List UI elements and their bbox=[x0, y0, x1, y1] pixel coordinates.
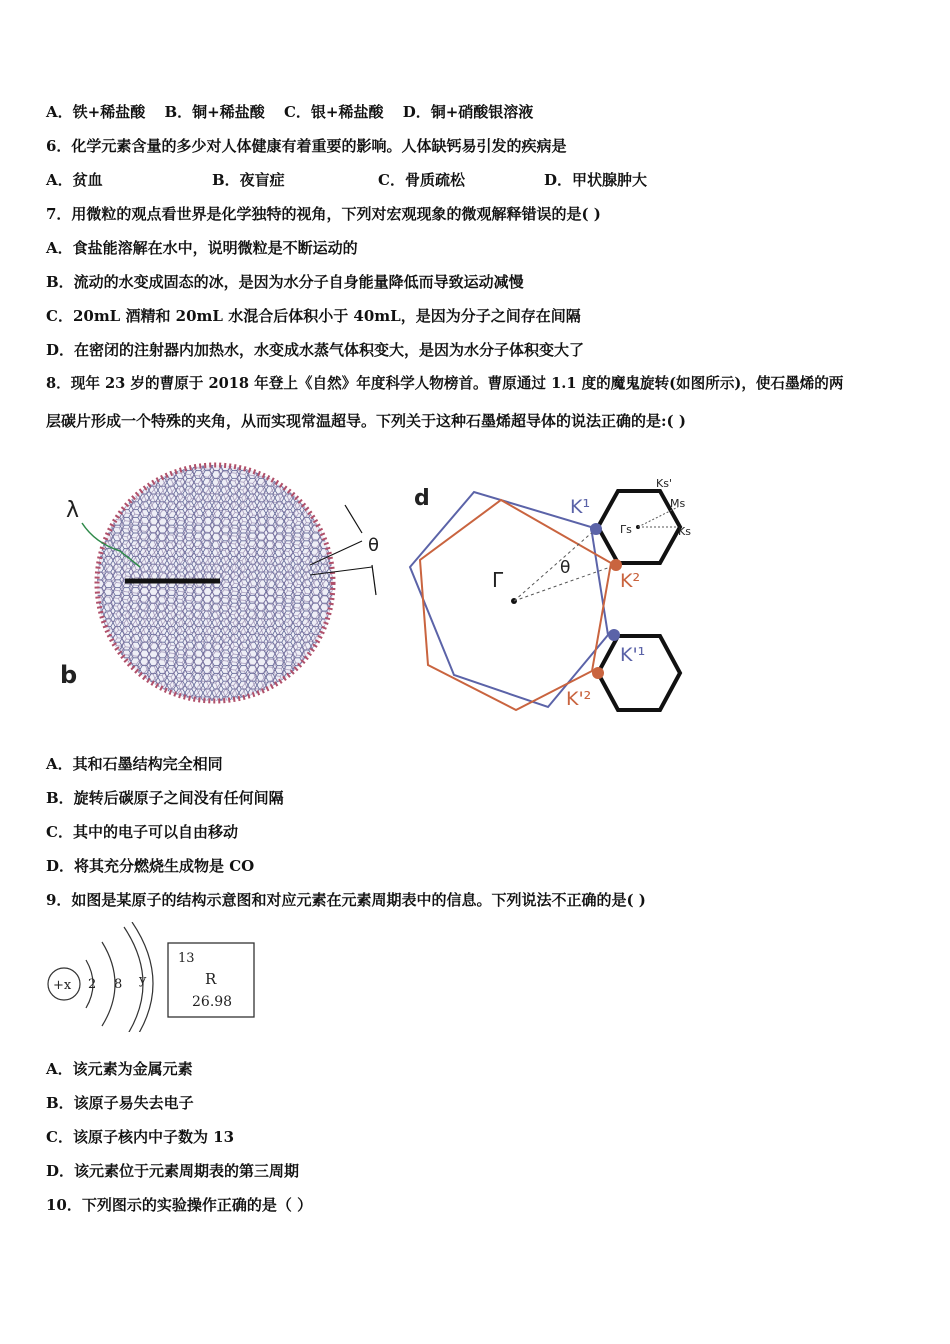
twisted-graphene-figure bbox=[50, 455, 710, 725]
q9-option-d: D．该元素位于元素周期表的第三周期 bbox=[46, 1162, 300, 1180]
theta-arrow-bottom bbox=[372, 565, 376, 595]
theta-label-d: θ bbox=[560, 558, 571, 578]
ks-prime-label: Ks' bbox=[656, 477, 672, 490]
q5-option-b: B．铜+稀盐酸 bbox=[164, 103, 265, 121]
panel-d-label: d bbox=[414, 486, 430, 511]
theta-label: θ bbox=[368, 535, 380, 556]
moire-disk bbox=[90, 460, 340, 710]
q8-option-b: B．旋转后碳原子之间没有任何间隔 bbox=[46, 789, 284, 807]
q6-option-d: D．甲状腺肿大 bbox=[544, 171, 648, 189]
q7-option-c: C．20mL 酒精和 20mL 水混合后体积小于 40mL，是因为分子之间存在间隔 bbox=[46, 307, 581, 325]
kp1-label: K'¹ bbox=[620, 644, 646, 666]
atom-structure-figure bbox=[44, 922, 274, 1032]
q8-option-a: A．其和石墨结构完全相同 bbox=[46, 755, 223, 773]
q7-stem: 7．用微粒的观点看世界是化学独特的视角，下列对宏观现象的微观解释错误的是( ) bbox=[46, 205, 601, 223]
q9-option-c: C．该原子核内中子数为 13 bbox=[46, 1128, 235, 1146]
element-symbol: R bbox=[205, 970, 217, 988]
q6-stem: 6．化学元素含量的多少对人体健康有着重要的影响。人体缺钙易引发的疾病是 bbox=[46, 137, 567, 155]
atomic-mass: 26.98 bbox=[192, 994, 233, 1010]
orange-hexagon bbox=[420, 500, 611, 710]
q5-option-c: C．银+稀盐酸 bbox=[283, 103, 384, 121]
q9-option-a: A．该元素为金属元素 bbox=[46, 1060, 193, 1078]
gamma-k1-line bbox=[514, 529, 596, 601]
blue-hexagon bbox=[410, 492, 608, 707]
q7-option-a: A．食盐能溶解在水中，说明微粒是不断运动的 bbox=[46, 239, 358, 257]
shell-2-count: 8 bbox=[114, 977, 123, 992]
q7-option-b: B．流动的水变成固态的冰，是因为水分子自身能量降低而导致运动减慢 bbox=[46, 273, 524, 291]
q8-option-c: C．其中的电子可以自由移动 bbox=[46, 823, 238, 841]
q8-option-d: D．将其充分燃烧生成物是 CO bbox=[46, 857, 255, 875]
q8-stem-line1: 8．现年 23 岁的曹原于 2018 年登上《自然》年度科学人物榜首。曹原通过 1.1 度的魔鬼旋转(如图所示)，使石墨烯的两 bbox=[46, 375, 844, 392]
q8-stem-line2: 层碳片形成一个特殊的夹角，从而实现常温超导。下列关于这种石墨烯超导体的说法正确的是:( ) bbox=[46, 412, 686, 430]
q5-option-a: A．铁+稀盐酸 bbox=[46, 103, 146, 121]
kp1-point bbox=[608, 629, 620, 641]
q5-option-d: D．铜+硝酸银溶液 bbox=[402, 103, 534, 121]
nucleus-label: +x bbox=[53, 978, 72, 993]
panel-b-label: b bbox=[60, 661, 78, 689]
q7-option-d: D．在密闭的注射器内加热水，水变成水蒸气体积变大，是因为水分子体积变大了 bbox=[46, 341, 585, 359]
ks-label: Ks bbox=[678, 525, 691, 538]
shell-3-count: y bbox=[139, 973, 147, 988]
q9-option-b: B．该原子易失去电子 bbox=[46, 1094, 194, 1112]
kp2-label: K'² bbox=[566, 688, 592, 710]
q6-option-b: B．夜盲症 bbox=[212, 171, 285, 189]
q6-options bbox=[46, 170, 647, 190]
q10-stem: 10．下列图示的实验操作正确的是（ ） bbox=[46, 1196, 313, 1214]
kp2-point bbox=[592, 667, 604, 679]
q6-option-c: C．骨质疏松 bbox=[378, 171, 465, 189]
gamma-label: Γ bbox=[492, 568, 504, 592]
q6-option-a: A．贫血 bbox=[46, 171, 103, 189]
q9-stem: 9．如图是某原子的结构示意图和对应元素在元素周期表中的信息。下列说法不正确的是( ) bbox=[46, 891, 646, 909]
ms-label: Ms bbox=[670, 497, 686, 510]
gamma-s-label: Γs bbox=[620, 523, 632, 536]
atomic-number: 13 bbox=[178, 951, 195, 966]
theta-arrow-top bbox=[345, 505, 362, 533]
q5-options bbox=[46, 102, 533, 122]
shell-1-count: 2 bbox=[88, 977, 97, 992]
k1-label: K¹ bbox=[570, 496, 591, 518]
k1-point bbox=[590, 523, 602, 535]
lambda-label: λ bbox=[66, 498, 80, 523]
brillouin-diagram bbox=[410, 477, 691, 710]
k2-label: K² bbox=[620, 570, 641, 592]
